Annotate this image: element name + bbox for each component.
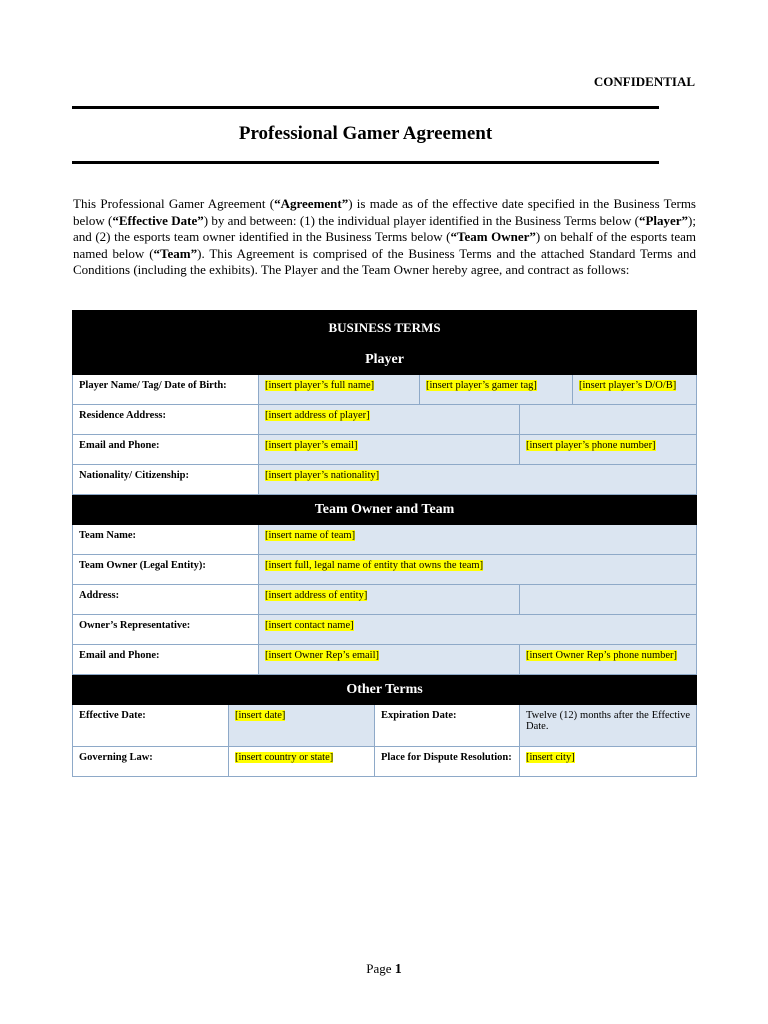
dispute-place-label: Place for Dispute Resolution:	[375, 747, 520, 777]
governing-law-label: Governing Law:	[73, 747, 229, 777]
owner-rep-email-field[interactable]: [insert Owner Rep’s email]	[259, 645, 520, 675]
intro-text: ). This Agreement is comprised of the Business Terms and the attached Standard Terms and Conditions (including the exhibits). The Player and the Team Owner hereby agree, and contract as follows:	[73, 245, 696, 278]
defined-term: “Effective Date”	[112, 212, 204, 228]
team-owner-field[interactable]: [insert full, legal name of entity that owns the team]	[259, 555, 697, 585]
governing-law-field[interactable]: [insert country or state]	[229, 747, 375, 777]
owner-rep-phone-field[interactable]: [insert Owner Rep’s phone number]	[520, 645, 697, 675]
team-name-label: Team Name:	[73, 525, 259, 555]
player-phone-field[interactable]: [insert player’s phone number]	[520, 435, 697, 465]
business-terms-heading: BUSINESS TERMS	[73, 311, 697, 345]
team-address-field[interactable]: [insert address of entity]	[259, 585, 520, 615]
defined-term: “Agreement”	[274, 196, 349, 211]
team-section-heading: Team Owner and Team	[73, 495, 697, 525]
player-nationality-label: Nationality/ Citizenship:	[73, 465, 259, 495]
team-name-field[interactable]: [insert name of team]	[259, 525, 697, 555]
owner-rep-field[interactable]: [insert contact name]	[259, 615, 697, 645]
player-contact-label: Email and Phone:	[73, 435, 259, 465]
team-owner-label: Team Owner (Legal Entity):	[73, 555, 259, 585]
expiration-date-label: Expiration Date:	[375, 705, 520, 747]
player-nationality-field[interactable]: [insert player’s nationality]	[259, 465, 697, 495]
player-address-label: Residence Address:	[73, 405, 259, 435]
effective-date-field[interactable]: [insert date]	[229, 705, 375, 747]
title-rule-bottom	[72, 161, 659, 164]
defined-term: “Team Owner”	[450, 229, 536, 245]
player-full-name-field[interactable]: [insert player’s full name]	[259, 375, 420, 405]
intro-text: ) on behalf of the esports team named below (	[73, 229, 696, 261]
dispute-place-field[interactable]: [insert city]	[520, 747, 697, 777]
intro-paragraph	[73, 196, 696, 279]
business-terms-table	[72, 310, 697, 777]
player-name-label: Player Name/ Tag/ Date of Birth:	[73, 375, 259, 405]
defined-term: “Player”	[638, 212, 689, 228]
intro-text: ) by and between: (1) the individual player identified in the Business Terms below (	[203, 212, 639, 228]
intro-text: ); and (2) the esports team owner identified in the Business Terms below (	[73, 212, 696, 245]
confidential-label: CONFIDENTIAL	[593, 74, 695, 89]
team-contact-label: Email and Phone:	[73, 645, 259, 675]
page-footer	[0, 961, 768, 978]
intro-text: ) is made as of the effective date specified in the Business Terms below (	[73, 196, 696, 228]
document-title: Professional Gamer Agreement	[238, 123, 493, 144]
title-rule-top	[72, 106, 659, 109]
team-address-field-2[interactable]	[520, 585, 697, 615]
intro-text: This Professional Gamer Agreement (	[73, 196, 275, 211]
player-address-field[interactable]: [insert address of player]	[259, 405, 520, 435]
page-number: 1	[394, 962, 402, 977]
player-gamer-tag-field[interactable]: [insert player’s gamer tag]	[420, 375, 573, 405]
player-email-field[interactable]: [insert player’s email]	[259, 435, 520, 465]
expiration-date-field[interactable]: Twelve (12) months after the Effective Date.	[520, 705, 697, 747]
player-dob-field[interactable]: [insert player’s D/O/B]	[573, 375, 697, 405]
effective-date-label: Effective Date:	[73, 705, 229, 747]
other-terms-heading: Other Terms	[73, 675, 697, 705]
player-address-field-2[interactable]	[520, 405, 697, 435]
team-address-label: Address:	[73, 585, 259, 615]
defined-term: “Team”	[153, 245, 198, 261]
owner-rep-label: Owner’s Representative:	[73, 615, 259, 645]
page-label: Page	[366, 961, 392, 976]
player-section-heading: Player	[73, 345, 697, 375]
